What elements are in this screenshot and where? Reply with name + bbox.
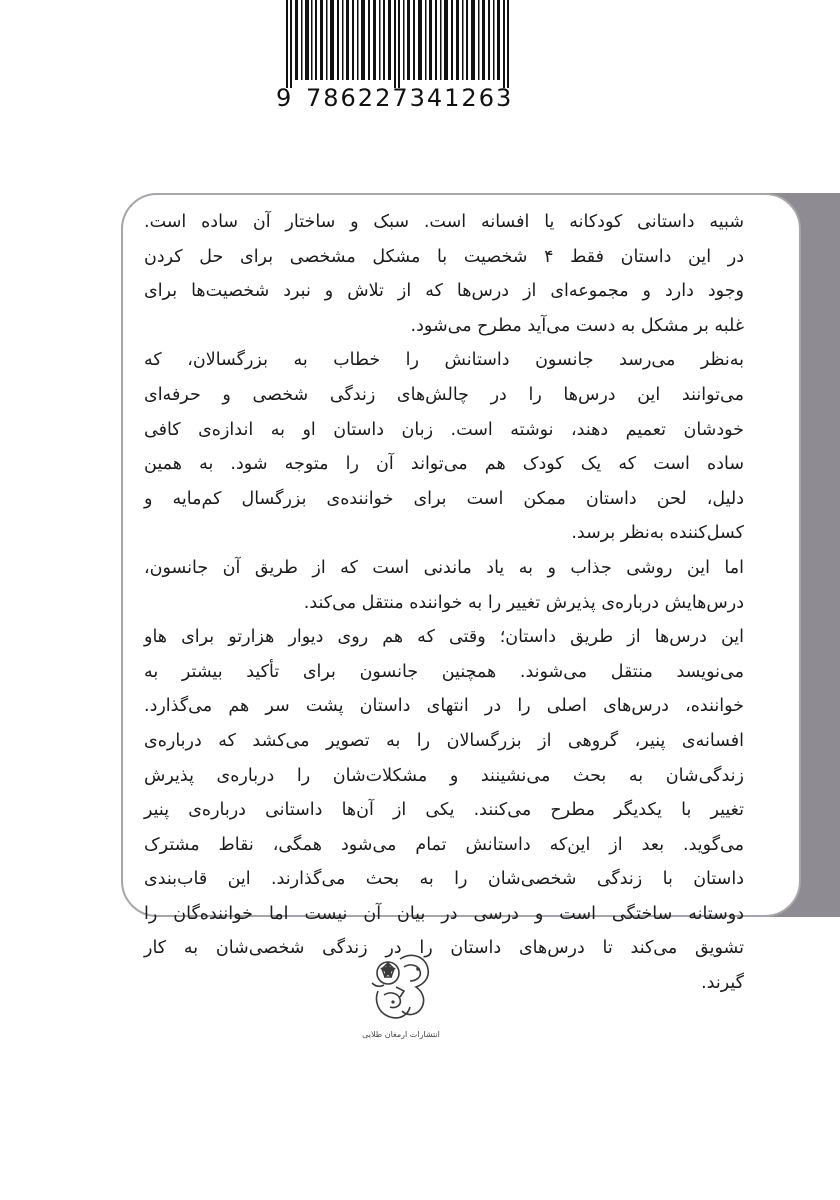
description-line: خودشان تعمیم دهند، نوشته است. زبان داستان او به اندازه‌ی کافی xyxy=(144,419,744,440)
description-line: می‌توانند این درس‌ها را در چالش‌های زندگی شخصی و حرفه‌ای xyxy=(144,384,744,405)
description-line: می‌گوید. بعد از این‌که داستانش تمام می‌شود همگی، نقاط مشترک xyxy=(144,834,744,855)
description-line: داستان با زندگی شخصی‌شان را به بحث می‌گذارند. این قاب‌بندی xyxy=(144,869,744,890)
isbn-digits: 786227341263 xyxy=(306,84,514,112)
description-line: دلیل، لحن داستان ممکن است برای خواننده‌ی بزرگسال کم‌مایه و xyxy=(144,488,744,509)
description-line: گیرند. xyxy=(701,973,744,994)
description-line: درس‌هایش درباره‌ی پذیرش تغییر را به خواننده منتقل می‌کند. xyxy=(303,592,744,613)
publisher-name: انتشارات ارمغان طلایی xyxy=(362,1030,440,1039)
description-line: وجود دارد و مجموعه‌ای از درس‌ها که از تلاش و نبرد شخصیت‌ها برای xyxy=(144,281,744,302)
book-description xyxy=(144,205,744,1001)
description-line: شبیه داستانی کودکانه یا افسانه است. سبک و ساختار آن ساده است. xyxy=(144,212,744,232)
barcode-bars-graphic xyxy=(280,0,520,88)
description-line: خواننده، درس‌های اصلی را در انتهای داستان پشت سر هم می‌گذارد. xyxy=(144,696,744,717)
description-line: اما این روشی جذاب و به یاد ماندنی است که از طریق آن جانسون، xyxy=(144,557,744,578)
description-line: کسل‌کننده به‌نظر برسد. xyxy=(571,523,744,544)
description-line: غلبه بر مشکل به دست می‌آید مطرح می‌شود. xyxy=(410,315,744,336)
description-line: زندگی‌شان به بحث می‌نشینند و مشکلات‌شان را درباره‌ی پذیرش xyxy=(144,765,744,786)
publisher-emblem-icon xyxy=(360,947,442,1029)
description-line: ساده است که یک کودک هم می‌تواند آن را متوجه شود. به همین xyxy=(144,454,744,475)
description-line: در این داستان فقط ۴ شخصیت با مشکل مشخصی برای حل کردن xyxy=(144,246,744,267)
description-line: افسانه‌ی پنیر، گروهی از بزرگسالان را به تصویر می‌کشد که درباره‌ی xyxy=(144,730,744,751)
description-line: دوستانه ساختگی است و درسی در بیان آن نیست اما خواننده‌گان را xyxy=(144,903,744,924)
description-line: تغییر با یکدیگر مطرح می‌کنند. یکی از آن‌ها داستانی درباره‌ی پنیر xyxy=(144,800,744,821)
description-line: به‌نظر می‌رسد جانسون داستانش را خطاب به بزرگسالان، که xyxy=(144,350,744,371)
isbn-lead-digit: 9 xyxy=(276,84,294,112)
isbn-barcode xyxy=(276,0,524,118)
description-line: می‌نویسد منتقل می‌شوند. همچنین جانسون برای تأکید بیشتر به xyxy=(144,661,744,682)
isbn-number xyxy=(276,84,524,112)
description-line: تشویق می‌کند تا درس‌های داستان را در زندگی شخصی‌شان به کار xyxy=(144,938,744,959)
description-line: این درس‌ها از طریق داستان؛ وقتی که هم روی دیوار هزارتو برای هاو xyxy=(144,627,744,648)
